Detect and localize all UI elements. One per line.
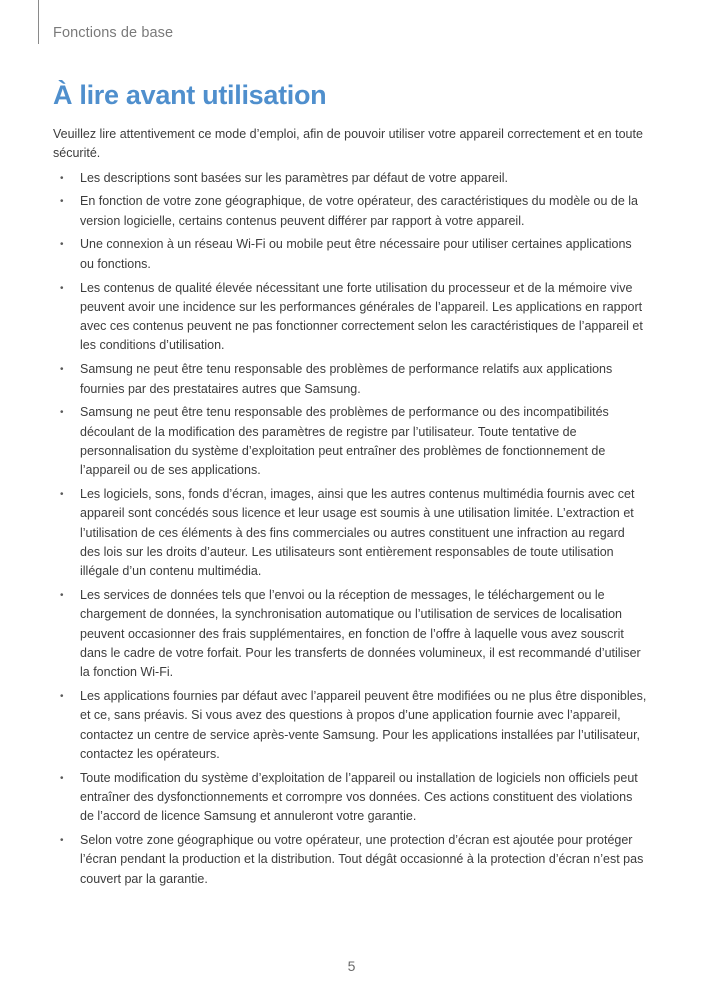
bullet-icon: • xyxy=(60,691,64,703)
bullet-item xyxy=(53,687,647,764)
bullet-text: Les applications fournies par défaut avec l’appareil peuvent être modifiées ou ne plus être disponibles, et ce, sans préavis. Si vous avez des questions à propos d’une application fournie avec l’appareil, contactez un centre de service après-vente Samsung. Pour les applications installées par l’utilisateur, contactez les opérateurs. xyxy=(80,689,647,761)
bullet-icon: • xyxy=(60,172,64,184)
bullet-icon: • xyxy=(60,239,64,251)
bullet-item xyxy=(53,485,647,581)
bullet-text: Les descriptions sont basées sur les paramètres par défaut de votre appareil. xyxy=(80,170,509,185)
section-header: Fonctions de base xyxy=(53,25,174,41)
page-title: À lire avant utilisation xyxy=(53,80,327,110)
bullet-icon: • xyxy=(60,364,64,376)
bullet-item xyxy=(53,403,647,480)
bullet-item xyxy=(53,192,647,231)
bullet-item xyxy=(53,360,647,399)
header-divider xyxy=(38,0,39,44)
page-number: 5 xyxy=(347,958,356,974)
bullet-icon: • xyxy=(60,407,64,419)
bullet-icon: • xyxy=(60,590,64,602)
bullet-text: Samsung ne peut être tenu responsable des problèmes de performance ou des incompatibilités découlant de la modification des paramètres de registre par l’utilisateur. Toute tentative de personnalisation du système d’exploitation peut entraîner des problèmes de fonctionnement de l’appareil ou de ses applications. xyxy=(80,405,609,478)
bullet-item xyxy=(53,769,647,827)
bullet-list xyxy=(53,169,647,889)
bullet-item xyxy=(53,235,647,274)
bullet-item xyxy=(53,169,647,188)
bullet-item xyxy=(53,279,647,356)
bullet-text: Une connexion à un réseau Wi-Fi ou mobile peut être nécessaire pour utiliser certaines applications ou fonctions. xyxy=(80,237,632,271)
bullet-item xyxy=(53,586,647,682)
bullet-text: Les contenus de qualité élevée nécessitant une forte utilisation du processeur et de la mémoire vive peuvent avoir une incidence sur les performances générales de l’appareil. Les applications en rapport avec ces contenus peuvent ne pas fonctionner correctement selon les caractéristiques de l’appareil et les conditions d’utilisation. xyxy=(80,280,643,353)
bullet-text: Samsung ne peut être tenu responsable des problèmes de performance relatifs aux applications fournies par des prestataires autres que Samsung. xyxy=(80,362,613,396)
bullet-text: Les services de données tels que l’envoi ou la réception de messages, le téléchargement ou le chargement de données, la synchronisation automatique ou l’utilisation de services de localisation peuvent occasionner des frais supplémentaires, en fonction de l’offre à laquelle vous avez souscrit dans le cadre de votre forfait. Pour les transferts de données volumineux, il est recommandé d’utiliser la fonction Wi-Fi. xyxy=(80,588,641,680)
bullet-icon: • xyxy=(60,489,64,501)
page-content xyxy=(53,125,647,893)
bullet-item xyxy=(53,831,647,889)
bullet-text: Les logiciels, sons, fonds d’écran, images, ainsi que les autres contenus multimédia fournis avec cet appareil sont concédés sous licence et leur usage est soumis à une utilisation limitée. L’extraction et l’utilisation de ces éléments à des fins commerciales ou autres constituent une infraction au regard des lois sur les droits d’auteur. Les utilisateurs sont entièrement responsables de toute utilisation illégale d’un contenu multimédia. xyxy=(80,487,635,579)
bullet-text: Selon votre zone géographique ou votre opérateur, une protection d’écran est ajoutée pour protéger l’écran pendant la production et la distribution. Tout dégât occasionné à la protection d’écran n’est pas couvert par la garantie. xyxy=(80,833,644,886)
bullet-icon: • xyxy=(60,282,64,294)
bullet-icon: • xyxy=(60,835,64,847)
bullet-text: En fonction de votre zone géographique, de votre opérateur, des caractéristiques du modèle ou de la version logicielle, certains contenus peuvent différer par rapport à votre appareil. xyxy=(80,194,639,228)
bullet-text: Toute modification du système d’exploitation de l’appareil ou installation de logiciels non officiels peut entraîner des dysfonctionnements et corrompre vos données. Ces actions constituent des violations de l’accord de licence Samsung et annuleront votre garantie. xyxy=(80,770,638,824)
bullet-icon: • xyxy=(60,772,64,784)
intro-paragraph: Veuillez lire attentivement ce mode d’emploi, afin de pouvoir utiliser votre appareil correctement et en toute sécurité. xyxy=(53,127,643,161)
bullet-icon: • xyxy=(60,196,64,208)
